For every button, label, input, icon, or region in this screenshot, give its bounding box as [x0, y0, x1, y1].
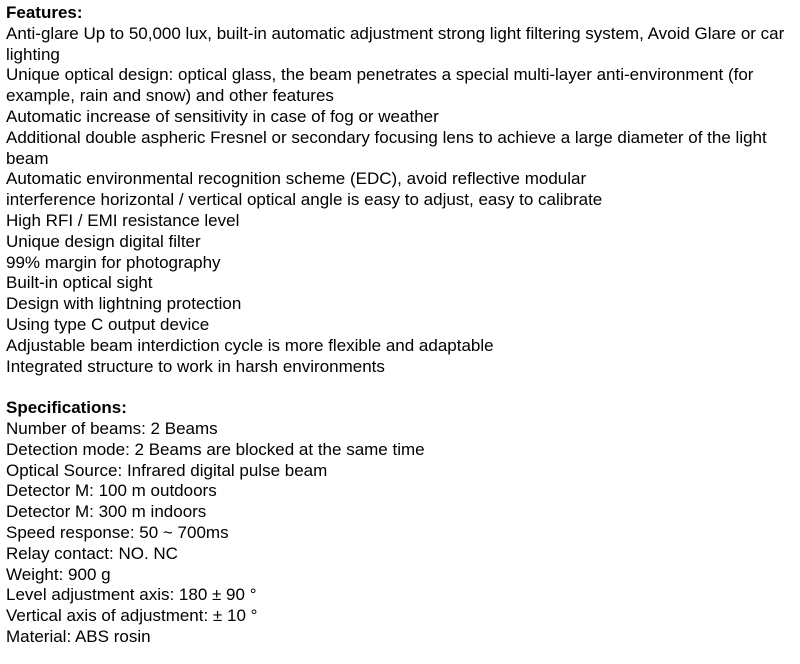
- specification-item: Speed response: 50 ~ 700ms: [6, 522, 229, 542]
- feature-item: High RFI / EMI resistance level: [6, 210, 240, 230]
- specifications-section: [6, 398, 800, 648]
- feature-item: Automatic increase of sensitivity in case of fog or weather: [6, 106, 439, 126]
- specification-item: Detection mode: 2 Beams are blocked at the same time: [6, 439, 425, 459]
- specifications-heading: Specifications:: [6, 398, 127, 418]
- feature-item: Design with lightning protection: [6, 294, 242, 314]
- feature-item: Built-in optical sight: [6, 273, 153, 293]
- feature-item: interference horizontal / vertical optical angle is easy to adjust, easy to calibrate: [6, 190, 603, 210]
- specification-item: Vertical axis of adjustment: ± 10 °: [6, 606, 258, 626]
- feature-item: Unique optical design: optical glass, the beam penetrates a special multi-layer anti-environment (for example, rain and snow) and other features: [6, 65, 759, 106]
- feature-item: Additional double aspheric Fresnel or secondary focusing lens to achieve a large diameter of the light beam: [6, 127, 772, 168]
- specification-item: Number of beams: 2 Beams: [6, 418, 218, 438]
- feature-item: Using type C output device: [6, 314, 210, 334]
- feature-item: Anti-glare Up to 50,000 lux, built-in automatic adjustment strong light filtering system, Avoid Glare or car lighting: [6, 23, 790, 64]
- specification-item: Detector M: 100 m outdoors: [6, 481, 217, 501]
- specification-item: Weight: 900 g: [6, 564, 111, 584]
- features-heading: Features:: [6, 3, 83, 22]
- specification-item: Detector M: 300 m indoors: [6, 502, 207, 522]
- specification-item: Material: ABS rosin: [6, 626, 151, 646]
- features-section: [6, 3, 800, 377]
- feature-item: 99% margin for photography: [6, 252, 221, 272]
- specification-item: Relay contact: NO. NC: [6, 543, 178, 563]
- section-spacer: [6, 377, 800, 398]
- feature-item: Automatic environmental recognition scheme (EDC), avoid reflective modular: [6, 169, 587, 189]
- feature-item: Integrated structure to work in harsh environments: [6, 356, 385, 376]
- feature-item: Unique design digital filter: [6, 231, 201, 251]
- feature-item: Adjustable beam interdiction cycle is more flexible and adaptable: [6, 335, 494, 355]
- specification-item: Optical Source: Infrared digital pulse beam: [6, 460, 328, 480]
- specification-item: Level adjustment axis: 180 ± 90 °: [6, 585, 257, 605]
